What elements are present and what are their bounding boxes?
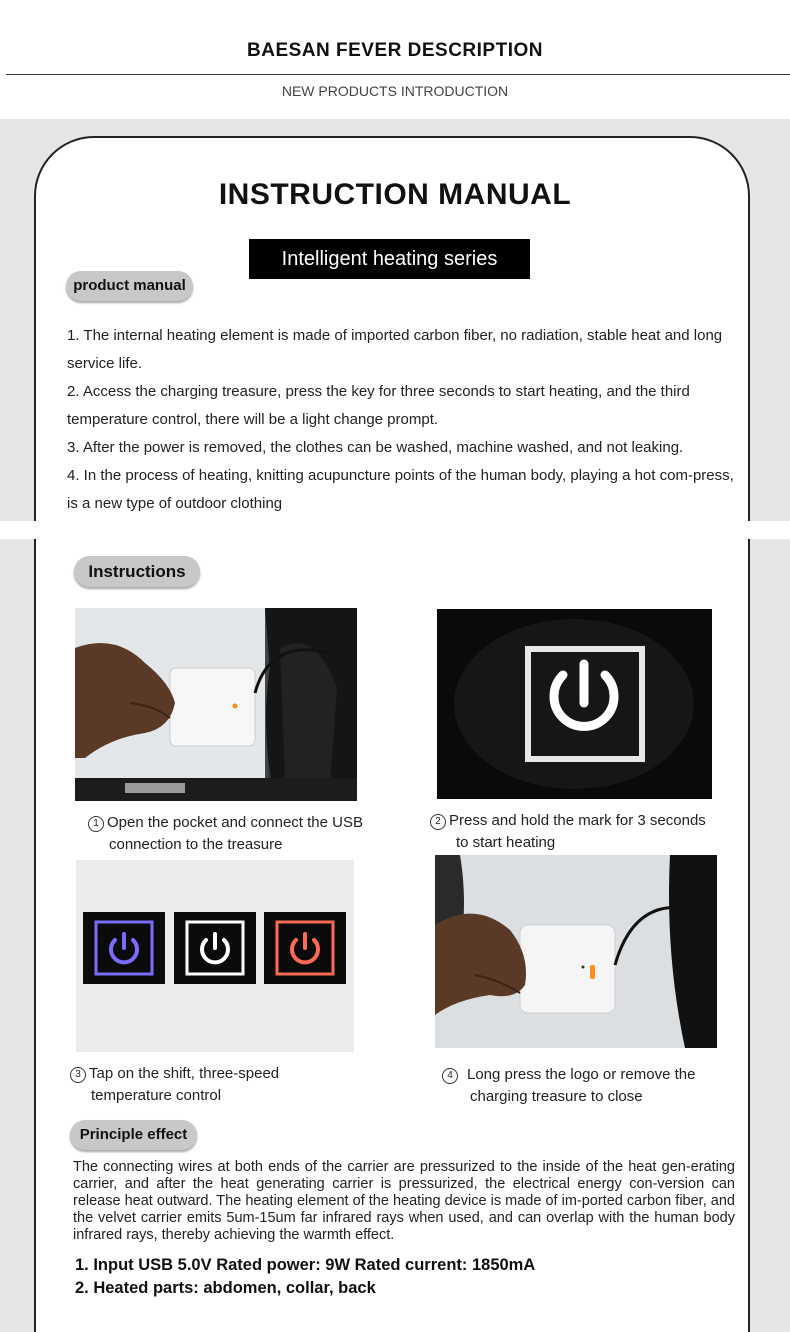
- power-icon: [437, 609, 712, 799]
- section-gap: [0, 521, 790, 539]
- step-3-number: 3: [70, 1067, 86, 1083]
- indicator-power-icon-1: [83, 912, 165, 984]
- step-1-number: 1: [88, 816, 104, 832]
- manual-item-3: 3. After the power is removed, the clothes can be washed, machine washed, and not leaking.: [67, 439, 684, 456]
- hand-press-illustration: [435, 855, 717, 1048]
- photo-three-speed: [76, 860, 354, 1052]
- step-2-number: 2: [430, 814, 446, 830]
- photo-power-mark: [437, 609, 712, 799]
- spec-1: 1. Input USB 5.0V Rated power: 9W Rated current: 1850mA: [75, 1256, 536, 1274]
- step-1-line1: Open the pocket and connect the USB: [107, 814, 364, 831]
- step-3-line2: temperature control: [91, 1087, 222, 1104]
- spec-2: 2. Heated parts: abdomen, collar, back: [75, 1279, 376, 1297]
- photo-long-press: [435, 855, 717, 1048]
- principle-pill: Principle effect: [70, 1120, 197, 1150]
- step-4-line1: Long press the logo or remove the: [467, 1066, 696, 1083]
- step-4-line2: charging treasure to close: [470, 1088, 643, 1105]
- step-4-caption: [442, 1064, 742, 1108]
- step-3-line1: Tap on the shift, three-speed: [89, 1065, 280, 1082]
- instructions-pill: Instructions: [74, 556, 200, 587]
- manual-item-1: 1. The internal heating element is made of imported carbon fiber, no radiation, stable heat and long service life.: [67, 327, 723, 372]
- page-title: BAESAN FEVER DESCRIPTION: [247, 40, 543, 61]
- step-1-line2: connection to the treasure: [109, 836, 283, 853]
- step-3-caption: [70, 1063, 370, 1107]
- manual-title: INSTRUCTION MANUAL: [218, 178, 572, 211]
- specs-list: [75, 1254, 535, 1300]
- step-2-caption: [430, 810, 740, 854]
- indicator-power-icon-3: [264, 912, 346, 984]
- series-label: Intelligent heating series: [249, 239, 530, 279]
- hand-power-bank-illustration: [75, 608, 357, 801]
- manual-item-2: 2. Access the charging treasure, press the key for three seconds to start heating, and the third temperature control, there will be a light change prompt.: [67, 383, 690, 428]
- step-1-caption: [88, 812, 388, 856]
- step-4-number: 4: [442, 1068, 458, 1084]
- page-subtitle: NEW PRODUCTS INTRODUCTION: [281, 83, 509, 99]
- product-manual-pill: product manual: [66, 271, 193, 301]
- manual-item-4: 4. In the process of heating, knitting acupuncture points of the human body, playing a hot com-press, is a new type of outdoor clothing: [67, 467, 734, 512]
- step-2-line2: to start heating: [456, 834, 556, 851]
- indicator-power-icon-2: [174, 912, 256, 984]
- header-divider: [6, 74, 790, 75]
- three-power-icons: [76, 860, 354, 1052]
- manual-text: [67, 322, 739, 518]
- step-2-line1: Press and hold the mark for 3 seconds: [449, 812, 706, 829]
- photo-connect-usb: [75, 608, 357, 801]
- principle-text: The connecting wires at both ends of the carrier are pressurized to the inside of the heat gen-erating carrier, and after the heat generating carrier is pressurized, the electrical energy con-version can release heat outward. The heating element of the heating device is made of im-ported carbon fiber, and the velvet carrier emits 5um-15um far infrared rays when used, and can overlap with the human body infrared rays, thereby achieving the warmth effect.: [73, 1159, 735, 1243]
